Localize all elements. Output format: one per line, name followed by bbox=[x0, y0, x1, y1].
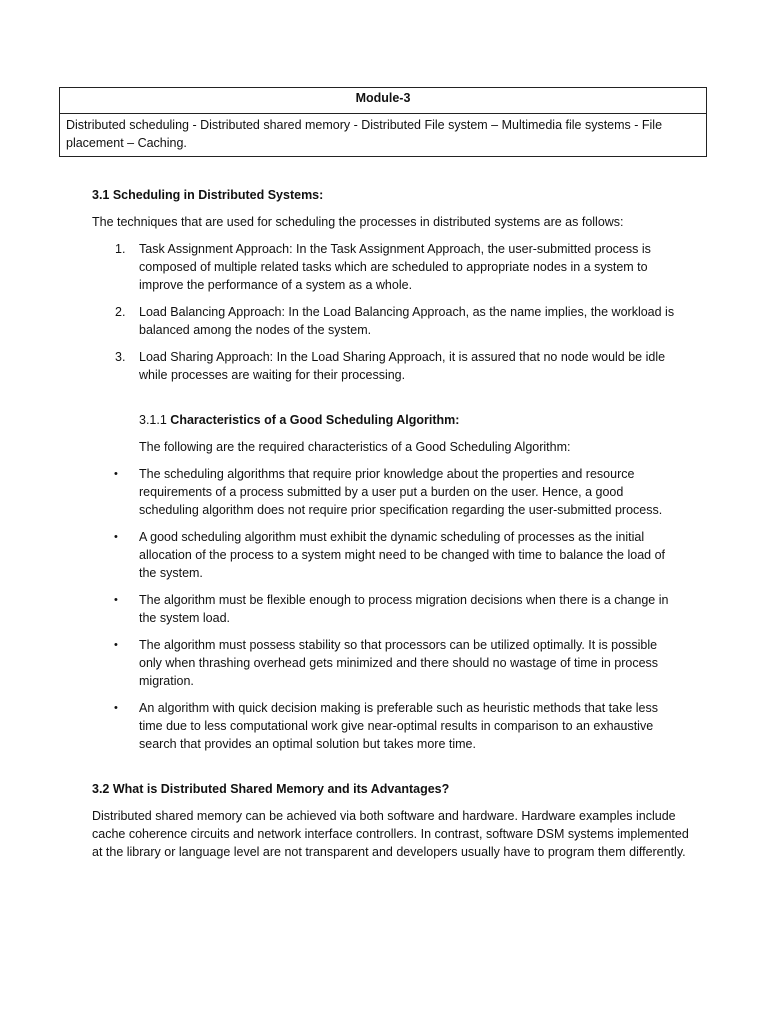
section-body: Distributed shared memory can be achieved via both software and hardware. Hardware examples include cache coherence circuits and network interface controllers. In contrast, software DSM systems implemented at the library or language level are not transparent and developers usually have to program them differently. bbox=[92, 809, 689, 859]
document-content bbox=[92, 186, 692, 870]
list-item-text: The scheduling algorithms that require prior knowledge about the properties and resource requirements of a process submitted by a user put a burden on the user. Hence, a good scheduling algorithm does not require prior specification regarding the user-submitted process. bbox=[139, 467, 663, 517]
list-item-text: The algorithm must possess stability so that processors can be utilized optimally. It is possible only when thrashing overhead gets minimized and there should no wastage of time in process migration. bbox=[139, 638, 659, 688]
list-item bbox=[92, 591, 677, 627]
section-heading-3-2: 3.2 What is Distributed Shared Memory and its Advantages? bbox=[92, 782, 450, 796]
list-item bbox=[92, 699, 677, 753]
bullet-icon: • bbox=[114, 468, 118, 480]
list-number: 3. bbox=[115, 350, 126, 364]
list-item bbox=[92, 348, 677, 384]
list-item bbox=[92, 240, 677, 294]
list-item bbox=[92, 303, 677, 339]
section-heading-3-1: 3.1 Scheduling in Distributed Systems: bbox=[92, 188, 324, 202]
bullet-icon: • bbox=[114, 594, 118, 606]
bullet-icon: • bbox=[114, 639, 118, 651]
list-item-text: Load Sharing Approach: In the Load Sharing Approach, it is assured that no node would be idle while processes are waiting for their processing. bbox=[139, 350, 666, 382]
bullet-icon: • bbox=[114, 702, 118, 714]
characteristics-list bbox=[92, 465, 692, 753]
subsection-title: Characteristics of a Good Scheduling Algorithm: bbox=[170, 413, 460, 427]
list-item bbox=[92, 636, 677, 690]
bullet-icon: • bbox=[114, 531, 118, 543]
subsection-intro: The following are the required characteristics of a Good Scheduling Algorithm: bbox=[139, 440, 571, 454]
module-table bbox=[59, 87, 707, 157]
subsection-heading-3-1-1 bbox=[139, 411, 692, 429]
module-description: Distributed scheduling - Distributed shared memory - Distributed File system – Multimedia file systems - File placement – Caching. bbox=[66, 118, 663, 150]
list-item-text: An algorithm with quick decision making is preferable such as heuristic methods that take less time due to less computational work give near-optimal results in comparison to an exhaustive search that provides an optimal solution but takes more time. bbox=[139, 701, 659, 751]
list-item bbox=[92, 528, 677, 582]
list-item-text: The algorithm must be flexible enough to process migration decisions when there is a change in the system load. bbox=[139, 593, 669, 625]
list-item-text: Load Balancing Approach: In the Load Balancing Approach, as the name implies, the workload is balanced among the nodes of the system. bbox=[139, 305, 675, 337]
list-number: 1. bbox=[115, 242, 126, 256]
list-item-text: Task Assignment Approach: In the Task Assignment Approach, the user-submitted process is composed of multiple related tasks which are scheduled to appropriate nodes in a system to improve the performance of a system as a whole. bbox=[139, 242, 651, 292]
module-title: Module-3 bbox=[60, 88, 706, 114]
scheduling-approaches-list bbox=[92, 240, 692, 384]
list-number: 2. bbox=[115, 305, 126, 319]
list-item-text: A good scheduling algorithm must exhibit the dynamic scheduling of processes as the initial allocation of the process to a system might need to be changed with time to balance the load of the system. bbox=[139, 530, 666, 580]
subsection-number: 3.1.1 bbox=[139, 413, 167, 427]
list-item bbox=[92, 465, 677, 519]
section-intro: The techniques that are used for scheduling the processes in distributed systems are as follows: bbox=[92, 215, 624, 229]
